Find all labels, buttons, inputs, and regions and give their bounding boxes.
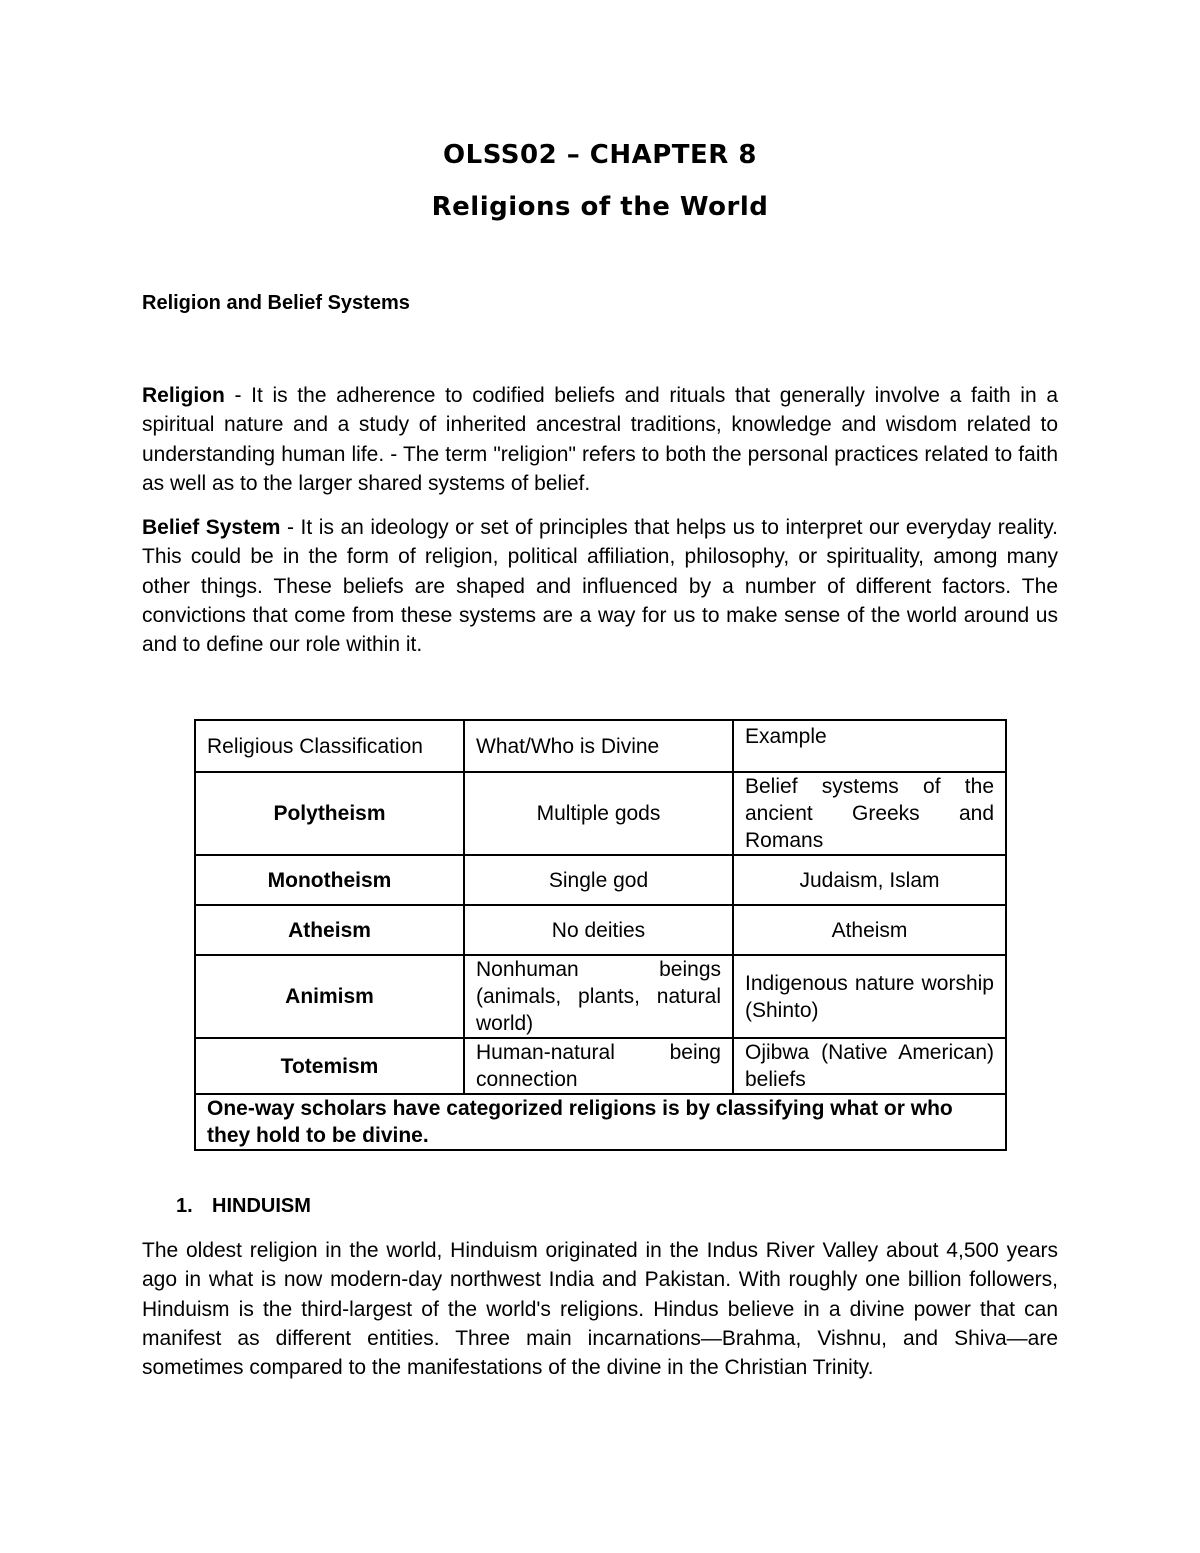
religion-text: - It is the adherence to codified beliefs and rituals that generally involve a faith in a spiritual nature and a study of inherited ancestral traditions, knowledge and wisdom related to understanding human life. - The term "religion" refers to both the personal practices related to faith as well as to the larger shared systems of belief. xyxy=(142,384,1058,495)
table-row xyxy=(195,1038,1006,1094)
belief-system-term: Belief System xyxy=(142,516,281,539)
header-classification: Religious Classification xyxy=(195,720,464,772)
table-row xyxy=(195,855,1006,905)
table-footnote: One-way scholars have categorized religions is by classifying what or who they hold to be divine. xyxy=(195,1094,1006,1150)
table-row xyxy=(195,772,1006,855)
chapter-title: Religions of the World xyxy=(431,192,769,222)
section-heading: Religion and Belief Systems xyxy=(142,292,410,314)
classification-cell: Atheism xyxy=(195,905,464,955)
list-number: 1. xyxy=(176,1195,193,1217)
course-title: OLSS02 – CHAPTER 8 xyxy=(443,140,757,170)
classification-cell: Animism xyxy=(195,955,464,1038)
header-divine: What/Who is Divine xyxy=(464,720,733,772)
header-example: Example xyxy=(733,720,1006,772)
divine-cell: No deities xyxy=(464,905,733,955)
belief-system-text: - It is an ideology or set of principles that helps us to interpret our everyday reality. This could be in the form of religion, political affiliation, philosophy, or spirituality, among many other things. These beliefs are shaped and influenced by a number of different factors. The convictions that come from these systems are a way for us to make sense of the world around us and to define our role within it. xyxy=(142,516,1058,657)
divine-cell: Nonhuman beings (animals, plants, natural world) xyxy=(464,955,733,1038)
religion-definition xyxy=(142,381,1058,498)
classification-cell: Totemism xyxy=(195,1038,464,1094)
table-row xyxy=(195,905,1006,955)
table-footnote-row xyxy=(195,1094,1006,1150)
hinduism-title: HINDUISM xyxy=(212,1195,311,1217)
table-row xyxy=(195,955,1006,1038)
table-header-row xyxy=(195,720,1006,772)
religious-classification-table xyxy=(194,719,1007,1151)
belief-system-definition xyxy=(142,513,1058,659)
divine-cell: Multiple gods xyxy=(464,772,733,855)
example-cell: Judaism, Islam xyxy=(733,855,1006,905)
example-cell: Atheism xyxy=(733,905,1006,955)
example-cell: Ojibwa (Native American) beliefs xyxy=(733,1038,1006,1094)
classification-cell: Polytheism xyxy=(195,772,464,855)
religion-term: Religion xyxy=(142,384,225,407)
hinduism-paragraph: The oldest religion in the world, Hinduism originated in the Indus River Valley about 4,500 years ago in what is now modern-day northwest India and Pakistan. With roughly one billion followers, Hinduism is the third-largest of the world's religions. Hindus believe in a divine power that can manifest as different entities. Three main incarnations—Brahma, Vishnu, and Shiva—are sometimes compared to the manifestations of the divine in the Christian Trinity. xyxy=(142,1239,1058,1380)
divine-cell: Single god xyxy=(464,855,733,905)
example-cell: Belief systems of the ancient Greeks and Romans xyxy=(733,772,1006,855)
divine-cell: Human-natural being connection xyxy=(464,1038,733,1094)
example-cell: Indigenous nature worship (Shinto) xyxy=(733,955,1006,1038)
hinduism-heading xyxy=(176,1195,311,1218)
classification-cell: Monotheism xyxy=(195,855,464,905)
